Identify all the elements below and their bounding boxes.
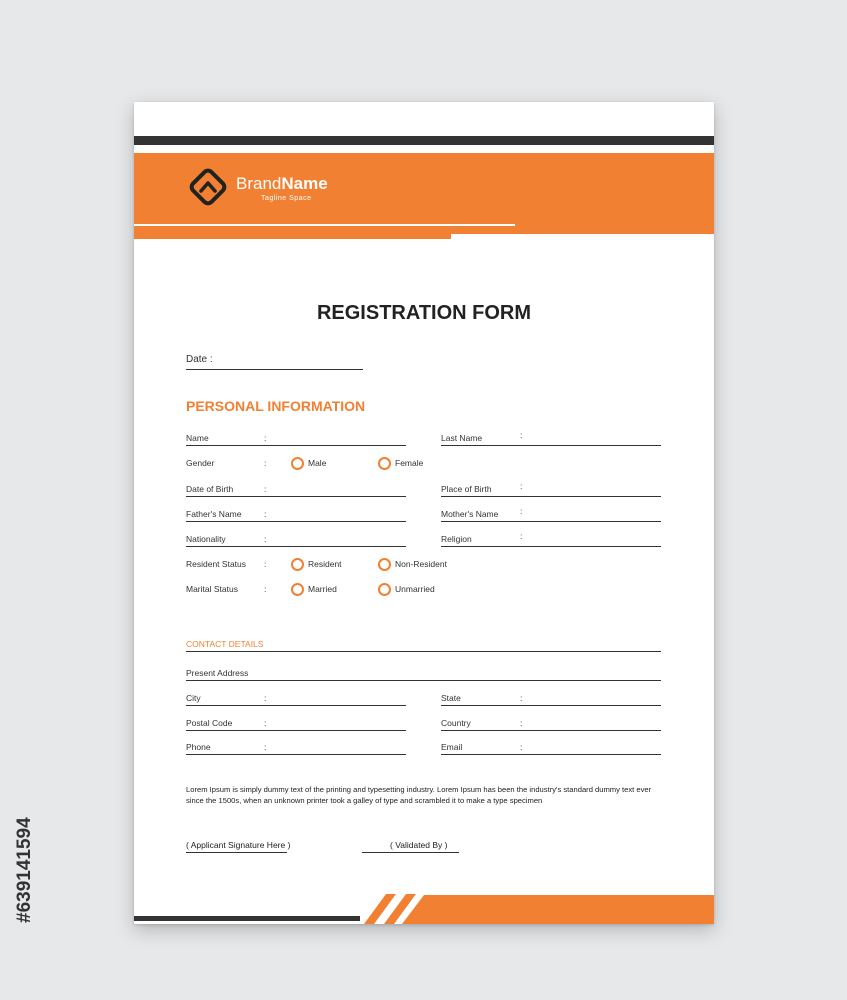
gender-male-label: Male xyxy=(308,458,327,468)
marital-status-label: Marital Status xyxy=(186,584,238,594)
fathers-name-colon: : xyxy=(264,509,267,519)
gender-label: Gender xyxy=(186,458,215,468)
date-label: Date : xyxy=(186,354,213,365)
name-label: Name xyxy=(186,433,209,443)
city-colon: : xyxy=(264,693,267,703)
country-label: Country xyxy=(441,718,471,728)
date-of-birth-colon: : xyxy=(264,484,267,494)
place-of-birth-label: Place of Birth xyxy=(441,484,492,494)
non-resident-label: Non-Resident xyxy=(395,559,447,569)
mothers-name-label: Mother's Name xyxy=(441,509,499,519)
nationality-field-line[interactable] xyxy=(186,546,406,547)
date-of-birth-field-line[interactable] xyxy=(186,496,406,497)
present-address-field-line[interactable] xyxy=(186,680,661,681)
phone-colon: : xyxy=(264,742,267,752)
married-radio[interactable] xyxy=(291,583,304,596)
stock-id-watermark xyxy=(2,765,42,925)
place-of-birth-field-line[interactable] xyxy=(441,496,661,497)
mothers-name-colon: : xyxy=(520,506,523,516)
present-address-label: Present Address xyxy=(186,668,249,678)
stock-id-text: #639141594 xyxy=(14,817,35,923)
phone-field-line[interactable] xyxy=(186,754,406,755)
footer-orange-decoration xyxy=(360,892,714,924)
header-dark-bar xyxy=(134,136,714,145)
resident-status-colon: : xyxy=(264,559,267,569)
city-field-line[interactable] xyxy=(186,705,406,706)
country-field-line[interactable] xyxy=(441,730,661,731)
registration-form-page xyxy=(134,102,714,924)
last-name-label: Last Name xyxy=(441,433,483,443)
resident-status-label: Resident Status xyxy=(186,559,247,569)
applicant-signature-label: ( Applicant Signature Here ) xyxy=(186,840,291,850)
unmarried-label: Unmarried xyxy=(395,584,435,594)
state-label: State xyxy=(441,693,461,703)
contact-details-divider xyxy=(186,651,661,652)
marital-status-colon: : xyxy=(264,584,267,594)
brand-tagline: Tagline Space xyxy=(261,195,312,202)
gender-colon: : xyxy=(264,458,267,468)
email-field-line[interactable] xyxy=(441,754,661,755)
religion-label: Religion xyxy=(441,534,472,544)
header-orange-strip xyxy=(134,232,451,239)
email-label: Email xyxy=(441,742,463,752)
religion-colon: : xyxy=(520,531,523,541)
city-label: City xyxy=(186,693,201,703)
body-text: Lorem Ipsum is simply dummy text of the printing and typesetting industry. Lorem Ipsum has been the industry's standard dummy text ever since the 1500s, when an unknown printer took a galley of type and scrambled it to make a type specimen xyxy=(186,785,652,805)
gender-female-label: Female xyxy=(395,458,424,468)
date-of-birth-label: Date of Birth xyxy=(186,484,234,494)
phone-label: Phone xyxy=(186,742,211,752)
postal-code-field-line[interactable] xyxy=(186,730,406,731)
last-name-field-line[interactable] xyxy=(441,445,661,446)
place-of-birth-colon: : xyxy=(520,481,523,491)
mothers-name-field-line[interactable] xyxy=(441,521,661,522)
resident-label: Resident xyxy=(308,559,342,569)
married-label: Married xyxy=(308,584,337,594)
personal-information-heading: PERSONAL INFORMATION xyxy=(186,398,366,414)
brand-name-bold: Name xyxy=(281,174,328,193)
validated-by-label: ( Validated By ) xyxy=(390,840,448,850)
name-colon: : xyxy=(264,433,267,443)
gender-male-radio[interactable] xyxy=(291,457,304,470)
nationality-label: Nationality xyxy=(186,534,226,544)
header-thin-line xyxy=(134,224,515,226)
state-field-line[interactable] xyxy=(441,705,661,706)
name-field-line[interactable] xyxy=(186,445,406,446)
fathers-name-field-line[interactable] xyxy=(186,521,406,522)
religion-field-line[interactable] xyxy=(441,546,661,547)
resident-radio[interactable] xyxy=(291,558,304,571)
country-colon: : xyxy=(520,718,523,728)
brand-name xyxy=(236,174,328,194)
unmarried-radio[interactable] xyxy=(378,583,391,596)
fathers-name-label: Father's Name xyxy=(186,509,242,519)
postal-code-colon: : xyxy=(264,718,267,728)
state-colon: : xyxy=(520,693,523,703)
gender-female-radio[interactable] xyxy=(378,457,391,470)
brand-name-light: Brand xyxy=(236,174,282,193)
applicant-signature-line[interactable] xyxy=(186,852,287,853)
date-field-line[interactable] xyxy=(186,369,363,370)
last-name-colon: : xyxy=(520,430,523,440)
diamond-logo-icon xyxy=(186,165,230,209)
validated-by-line[interactable] xyxy=(362,852,459,853)
contact-details-heading: CONTACT DETAILS xyxy=(186,639,264,649)
nationality-colon: : xyxy=(264,534,267,544)
non-resident-radio[interactable] xyxy=(378,558,391,571)
email-colon: : xyxy=(520,742,523,752)
footer-dark-bar xyxy=(134,916,360,921)
postal-code-label: Postal Code xyxy=(186,718,233,728)
form-title: REGISTRATION FORM xyxy=(316,302,532,324)
